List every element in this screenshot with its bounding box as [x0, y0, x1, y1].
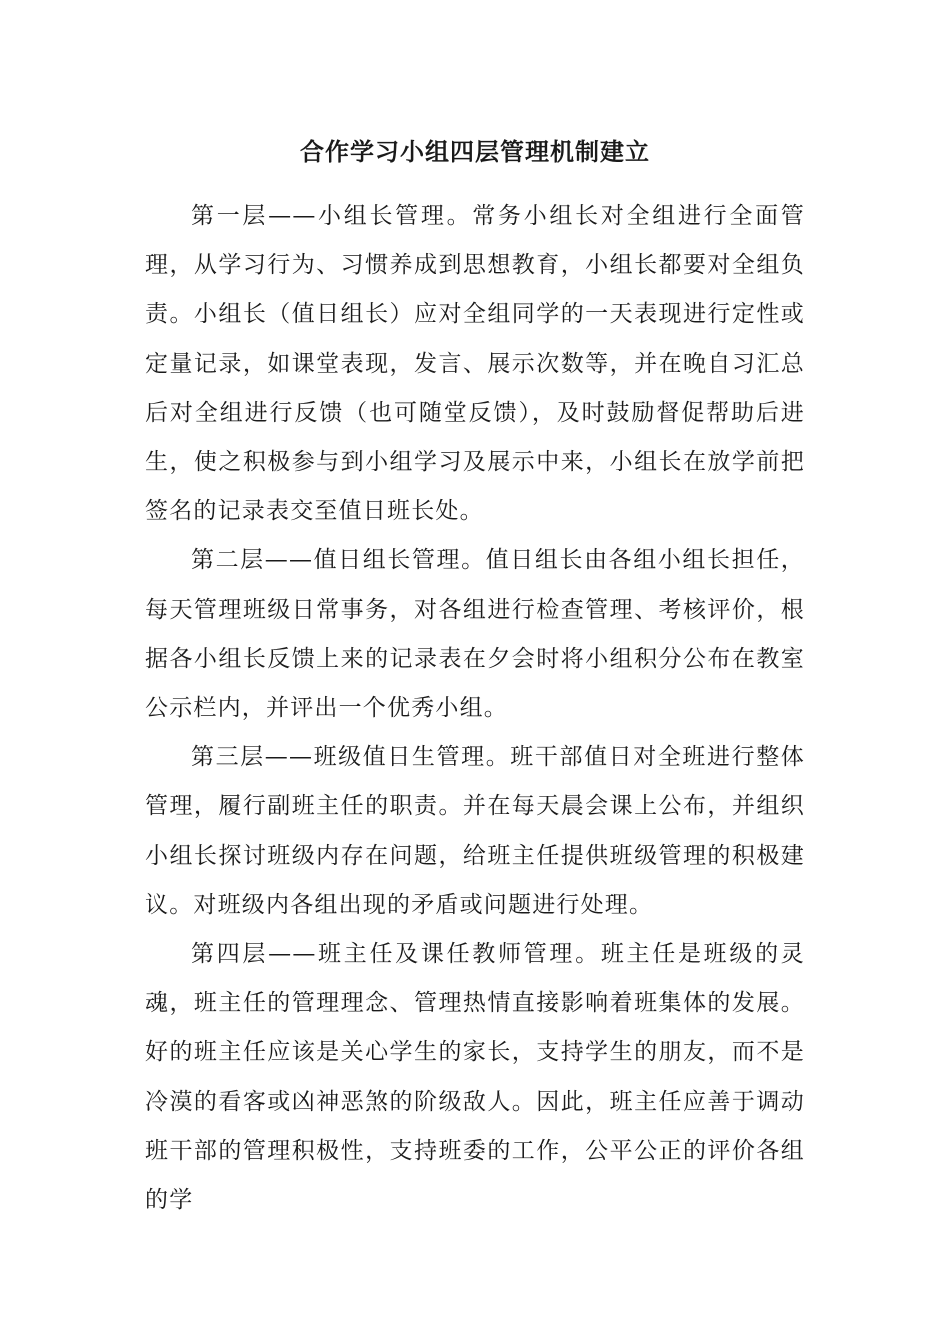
paragraph-layer-four: 第四层——班主任及课任教师管理。班主任是班级的灵魂，班主任的管理理念、管理热情直接影响着班集体的发展。好的班主任应该是关心学生的家长，支持学生的朋友，而不是冷漠的看客或凶神恶煞的阶级敌人。因此，班主任应善于调动班干部的管理积极性，支持班委的工作，公平公正的评价各组的学 [145, 941, 805, 1214]
paragraph-layer-one: 第一层——小组长管理。常务小组长对全组进行全面管理，从学习行为、习惯养成到思想教育，小组长都要对全组负责。小组长（值日组长）应对全组同学的一天表现进行定性或定量记录，如课堂表现，发言、展示次数等，并在晚自习汇总后对全组进行反馈（也可随堂反馈），及时鼓励督促帮助后进生，使之积极参与到小组学习及展示中来，小组长在放学前把签名的记录表交至值日班长处。 [145, 203, 805, 525]
paragraph-layer-two: 第二层——值日组长管理。值日组长由各组小组长担任，每天管理班级日常事务，对各组进行检查管理、考核评价，根据各小组长反馈上来的记录表在夕会时将小组积分公布在教室公示栏内，并评出一个优秀小组。 [145, 547, 805, 722]
paragraph-layer-three: 第三层——班级值日生管理。班干部值日对全班进行整体管理，履行副班主任的职责。并在每天晨会课上公布，并组织小组长探讨班级内存在问题，给班主任提供班级管理的积极建议。对班级内各组出现的矛盾或问题进行处理。 [145, 744, 805, 918]
document-body [145, 192, 805, 1225]
document-title: 合作学习小组四层管理机制建立 [300, 137, 650, 166]
